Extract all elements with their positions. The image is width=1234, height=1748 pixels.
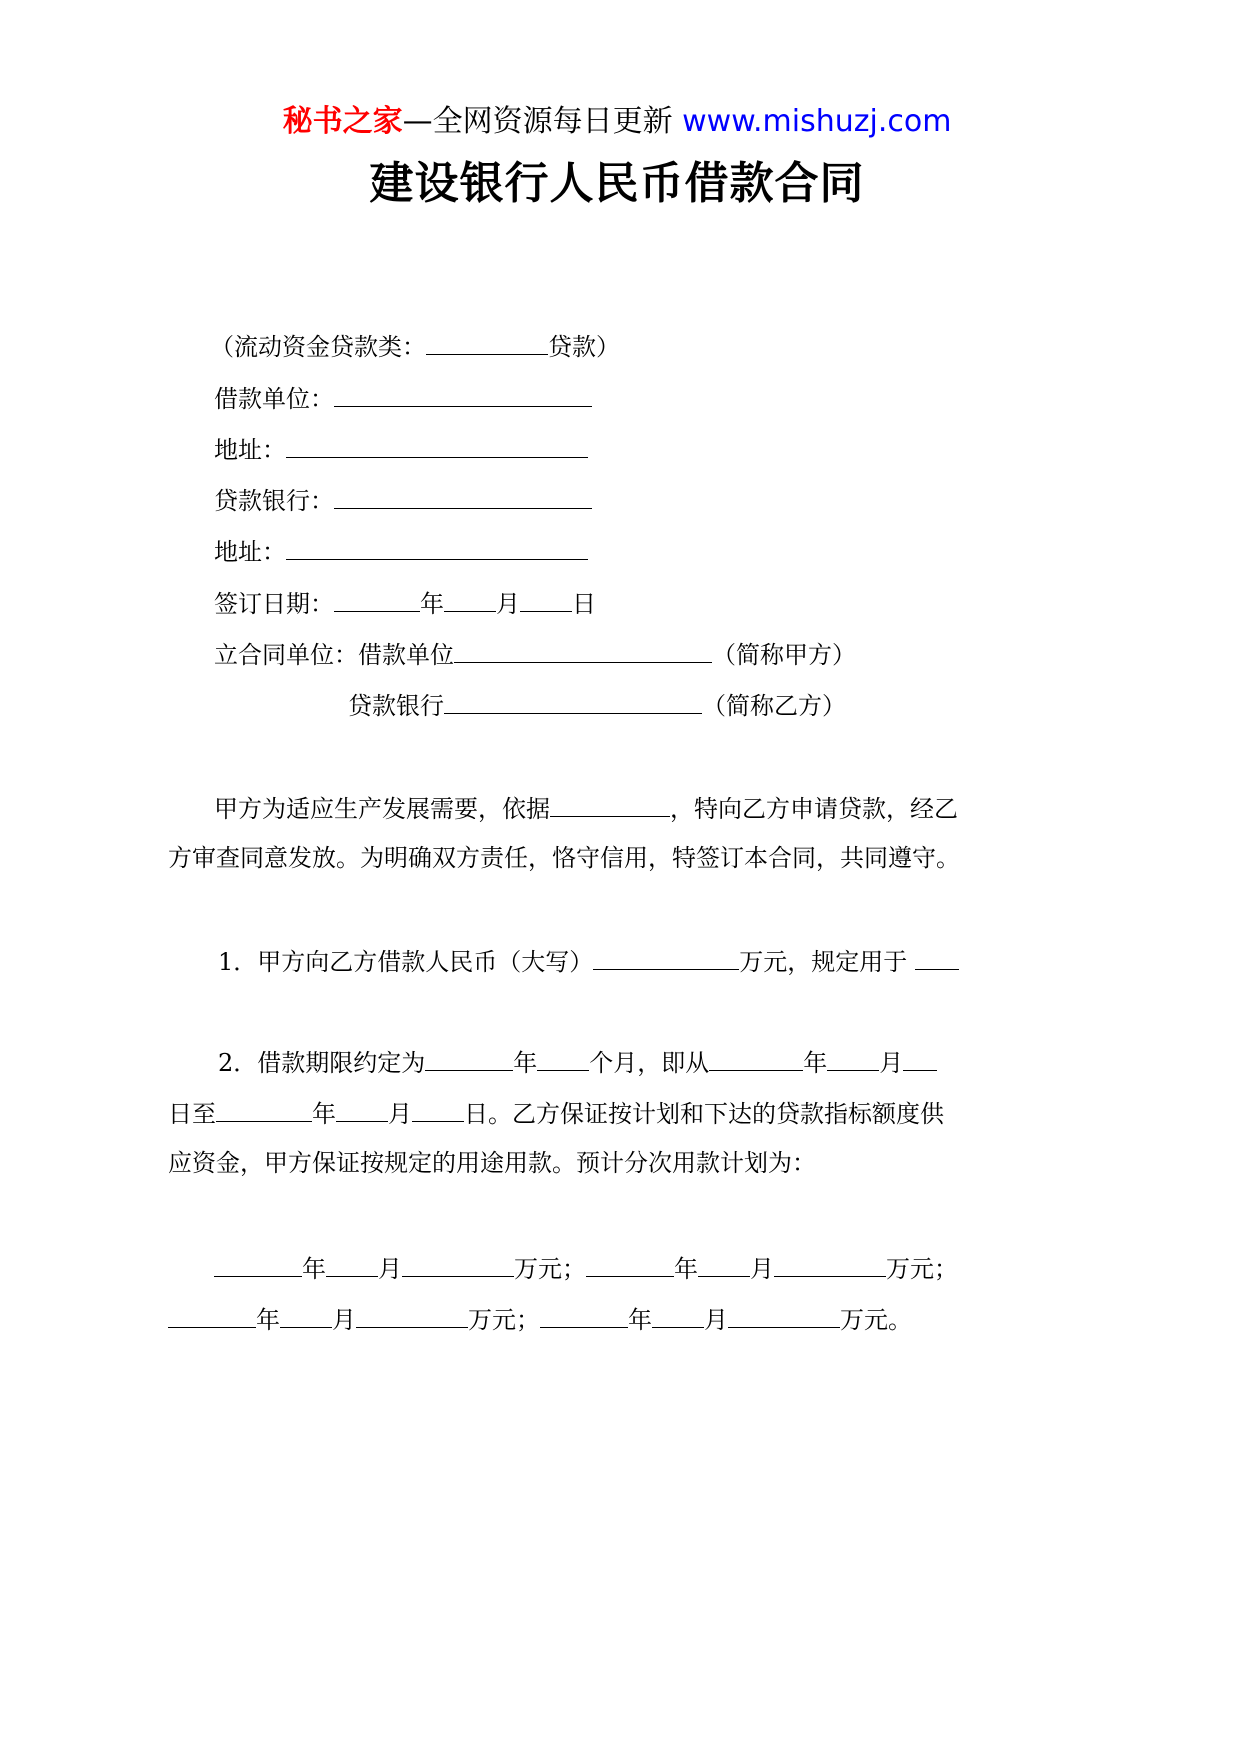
party-borrower-blank[interactable] [454,636,712,663]
plan-4-amount-blank[interactable] [728,1301,840,1328]
party-lender-note: （简称乙方） [702,692,846,720]
plan-4-amount-unit: 万元。 [840,1306,912,1334]
plan-2-amount-blank[interactable] [774,1250,886,1277]
preamble-text-b: ，特向乙方申请贷款，经乙 [670,795,958,823]
sign-month-blank[interactable] [444,585,496,612]
clause-2-months-text: 个月，即从 [589,1049,710,1077]
address-line-2 [214,533,588,569]
sign-month-unit: 月 [496,590,520,618]
clause-2-start-year-blank[interactable] [709,1044,803,1071]
site-url-link[interactable]: www.mishuzj.com [682,104,952,139]
plan-3-month-blank[interactable] [280,1301,332,1328]
party-lender-label: 贷款银行 [348,692,444,720]
clause-2-day-to: 日至 [168,1100,216,1128]
plan-2-year-unit: 年 [674,1255,698,1283]
preamble-line-2: 方审查同意发放。为明确双方责任，恪守信用，特签订本合同，共同遵守。 [168,844,960,872]
plan-1-month-unit: 月 [378,1255,402,1283]
brand-name: 秘书之家 [282,104,403,139]
loan-type-suffix: 贷款） [548,333,620,361]
sign-date-line [214,585,596,621]
loan-type-line [210,328,620,364]
clause-2-line-2 [168,1095,944,1131]
preamble-basis-blank[interactable] [550,790,670,817]
party-borrower-note: （简称甲方） [712,641,856,669]
address-line-1 [214,431,588,467]
clause-1-amount-blank[interactable] [593,943,739,970]
address-blank-1[interactable] [286,431,588,458]
plan-3-year-blank[interactable] [168,1301,256,1328]
clause-2-end-month-unit: 月 [388,1100,412,1128]
sign-year-blank[interactable] [334,585,420,612]
sign-year-unit: 年 [420,590,444,618]
clause-2-end-year-blank[interactable] [216,1095,312,1122]
plan-line-1 [214,1250,958,1286]
plan-2-month-blank[interactable] [698,1250,750,1277]
clause-1-line [218,943,959,979]
clause-2-year-unit: 年 [513,1049,538,1077]
plan-1-amount-blank[interactable] [402,1250,514,1277]
lender-blank[interactable] [334,482,592,509]
party-lender-blank[interactable] [444,687,702,714]
clause-1-text-b: 万元，规定用于 [739,948,908,976]
plan-1-year-unit: 年 [302,1255,326,1283]
party-borrower-label: 借款单位 [358,641,454,669]
plan-1-month-blank[interactable] [326,1250,378,1277]
lender-label: 贷款银行： [214,487,334,515]
clause-1-text-a: 1．甲方向乙方借款人民币（大写） [218,948,594,976]
parties-label: 立合同单位： [214,641,358,669]
plan-2-amount-unit: 万元； [886,1255,958,1283]
clause-2-term-months-blank[interactable] [537,1044,589,1071]
document-title: 建设银行人民币借款合同 [369,158,865,209]
clause-2-start-day-blank[interactable] [903,1044,937,1071]
plan-2-year-blank[interactable] [586,1250,674,1277]
clause-2-start-month-blank[interactable] [827,1044,879,1071]
plan-3-amount-blank[interactable] [356,1301,468,1328]
loan-type-prefix: （流动资金贷款类： [210,333,426,361]
plan-1-amount-unit: 万元； [514,1255,586,1283]
plan-4-month-unit: 月 [704,1306,728,1334]
plan-line-2 [168,1301,912,1337]
preamble-line-1 [214,790,958,826]
plan-4-month-blank[interactable] [652,1301,704,1328]
site-banner [0,100,1234,144]
plan-3-month-unit: 月 [332,1306,356,1334]
clause-2-text-a: 2．借款期限约定为 [218,1049,426,1077]
clause-2-line-3: 应资金，甲方保证按规定的用途用款。预计分次用款计划为： [168,1149,816,1177]
clause-2-end-day-blank[interactable] [412,1095,464,1122]
clause-2-end-year-unit: 年 [312,1100,336,1128]
parties-line-2 [348,687,846,723]
sign-day-blank[interactable] [520,585,572,612]
lender-line [214,482,592,518]
preamble-text-a: 甲方为适应生产发展需要，依据 [214,795,550,823]
plan-3-amount-unit: 万元； [468,1306,540,1334]
clause-2-term-years-blank[interactable] [425,1044,513,1071]
clause-1-purpose-blank[interactable] [915,943,959,970]
clause-2-end-month-blank[interactable] [336,1095,388,1122]
sign-date-label: 签订日期： [214,590,334,618]
plan-4-year-blank[interactable] [540,1301,628,1328]
loan-type-blank[interactable] [426,328,548,355]
banner-tagline: —全网资源每日更新 [402,104,673,139]
borrower-label: 借款单位： [214,385,334,413]
plan-2-month-unit: 月 [750,1255,774,1283]
parties-line-1 [214,636,856,672]
sign-day-unit: 日 [572,590,596,618]
plan-4-year-unit: 年 [628,1306,652,1334]
borrower-blank[interactable] [334,380,592,407]
address-label-2: 地址： [214,538,286,566]
borrower-line [214,380,592,416]
plan-3-year-unit: 年 [256,1306,280,1334]
clause-2-rest-text: 日。乙方保证按计划和下达的贷款指标额度供 [464,1100,944,1128]
clause-2-line-1 [218,1044,937,1080]
plan-1-year-blank[interactable] [214,1250,302,1277]
clause-2-start-month-unit: 月 [879,1049,904,1077]
address-blank-2[interactable] [286,533,588,560]
address-label-1: 地址： [214,436,286,464]
clause-2-start-year-unit: 年 [803,1049,828,1077]
